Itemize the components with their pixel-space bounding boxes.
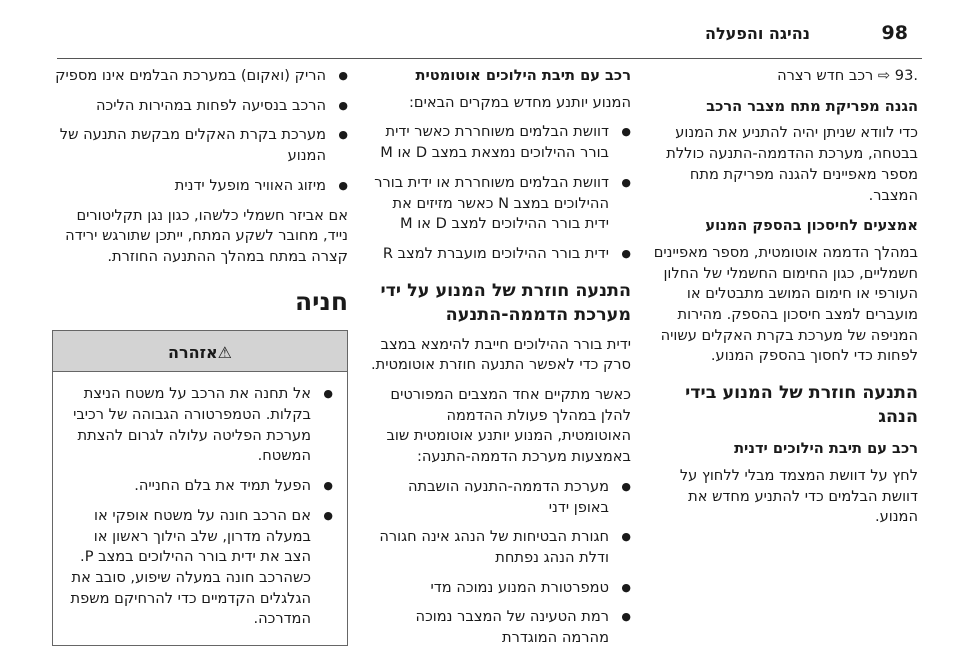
warning-box	[52, 330, 348, 646]
page-number: 98	[881, 22, 908, 44]
page-header	[0, 22, 960, 56]
section-title-driver-restart: התנעה חוזרת של המנוע בידי הנהג	[685, 383, 918, 428]
paragraph: לחץ על דוושת המצמד מבלי ללחוץ על דוושת הבלמים כדי להתניע מחדש את המנוע.	[679, 466, 918, 526]
section-title-system-restart: התנעה חוזרת של המנוע על ידי מערכת הדממה-התנעה	[380, 280, 631, 325]
intro-text: .93 ⇨ רכב חדש רצרה	[777, 67, 918, 84]
auto-restart-list-continued	[52, 66, 348, 197]
warning-body	[53, 372, 347, 645]
paragraph: כדי לוודא שניתן יהיה להתניע את המנוע בבטחה, מערכת ההדממה-התנעה כוללת מספר מאפיינים להגנה מפריקת מתח המצבר.	[666, 124, 918, 204]
chapter-title: נהיגה והפעלה	[705, 24, 810, 43]
subheading-manual-transmission: רכב עם תיבת הילוכים ידנית	[734, 440, 918, 458]
paragraph: אם אביזר חשמלי כלשהו, כגון נגן תקליטורים נייד, מחובר לשקע המתח, ייתכן שתורגש ירידה קצרה במתח במהלך ההתנעה החוזרת.	[65, 206, 348, 265]
list-item: ● הרכב בנסיעה לפחות במהירות הליכה	[52, 96, 348, 117]
paragraph: כאשר מתקיים אחד המצבים המפורטים להלן במהלך פעולת ההדממה האוטומטית, המנוע יותנע אוטומטית שוב באמצעות מערכת הדממה-התנעה:	[386, 386, 631, 466]
subheading-automatic-transmission: רכב עם תיבת הילוכים אוטומטית	[415, 67, 631, 84]
header-divider	[57, 58, 922, 59]
warning-list	[63, 384, 333, 630]
paragraph: במהלך הדממה אוטומטית, מספר מאפיינים חשמליים, כגון החימום החשמלי של החלון העורפי או חימום המושב מתבטלים או מועברים למצב חיסכון בהספק. מהירות המניפה של מערכת בקרת האקלים עשויה לפחות כדי לחסוך בהספק המנוע.	[653, 243, 918, 365]
intro-text: המנוע יותנע מחדש במקרים הבאים:	[409, 93, 631, 111]
list-item: ● אם הרכב חונה על משטח אופקי או במעלה מדרון, שלב הילוך ראשון או הצב את ידית בורר ההילוכים במצב P. כשהרכב חונה במעלה שיפוע, סובב את הגלגלים הקדמיים כדי להרחיקם משפת המדרכה.	[63, 506, 333, 630]
list-item: ● אל תחנה את הרכב על משטח הניצת בקלות. הטמפרטורה הגבוהה של רכיבי מערכת הפליטה עלולה לגרום להצתת המשטח.	[63, 384, 333, 467]
column-left	[52, 66, 348, 646]
list-item: ● הריק (ואקום) במערכת הבלמים אינו מספיק	[52, 66, 348, 87]
list-item: ● דוושת הבלמים משוחררת או ידית בורר ההילוכים במצב N כאשר מזיזים את ידית בורר ההילוכים למצב D או M	[369, 173, 631, 235]
list-item: ● מיזוג האוויר מופעל ידנית	[52, 176, 348, 197]
list-item: ● מערכת בקרת האקלים מבקשת התנעה של המנוע	[52, 125, 348, 166]
list-item: ● ידית בורר ההילוכים מועברת למצב R	[369, 244, 631, 265]
list-item: ● דוושת הבלמים משוחררת כאשר ידית בורר ההילוכים נמצאת במצב D או M	[369, 122, 631, 163]
warning-title: אזהרה	[167, 342, 218, 362]
restart-conditions-list	[369, 122, 631, 264]
list-item: ● מערכת הדממה-התנעה הושבתה באופן ידני	[369, 477, 631, 518]
paragraph: ידית בורר ההילוכים חייבת להימצא במצב סרק כדי לאפשר התנעה חוזרת אוטומטית.	[370, 335, 631, 374]
column-right	[650, 66, 918, 537]
subheading-power-saving: אמצעים לחיסכון בהספק המנוע	[705, 217, 918, 235]
warning-triangle-icon: ⚠	[217, 342, 232, 362]
auto-restart-list	[369, 477, 631, 649]
column-middle	[369, 66, 631, 658]
list-item: ● טמפרטורת המנוע נמוכה מדי	[369, 578, 631, 599]
list-item: ● רמת הטעינה של המצבר נמוכה מהרמה המוגדרת	[369, 607, 631, 648]
list-item: ● חגורת הבטיחות של הנהג אינה חגורה ודלת הנהג נפתחת	[369, 527, 631, 568]
subheading-battery-protection: הגנה מפריקת מתח מצבר הרכב	[706, 97, 918, 115]
warning-header	[53, 331, 347, 373]
section-title-parking: חניה	[294, 286, 348, 316]
list-item: ● הפעל תמיד את בלם החנייה.	[63, 476, 333, 497]
